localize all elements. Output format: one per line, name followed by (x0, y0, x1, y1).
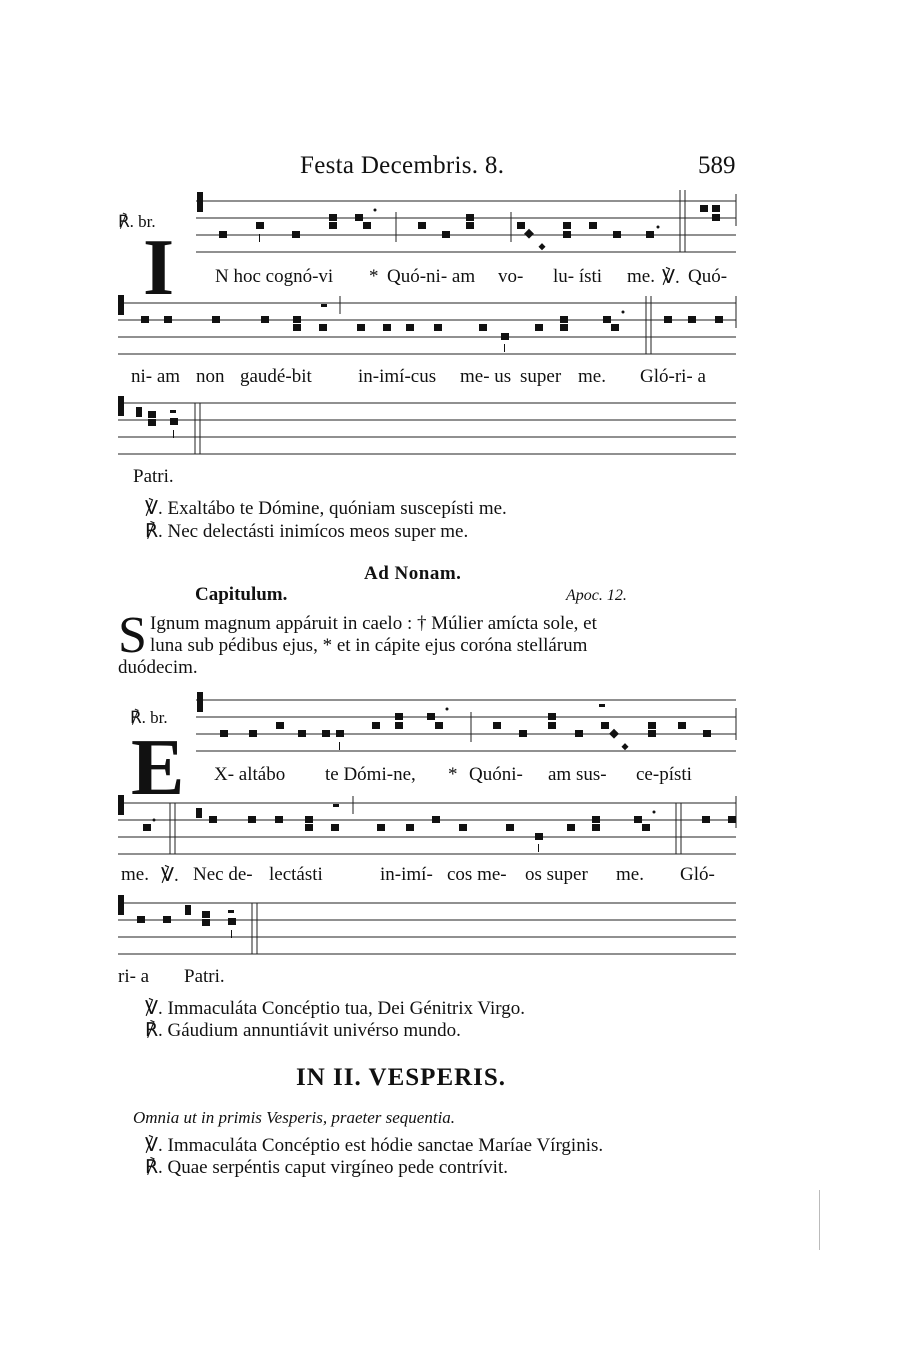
lyric: non (196, 366, 225, 387)
lyric: N hoc cognó-vi (215, 266, 334, 287)
lyric: os super (525, 864, 588, 885)
versicle-text: Immaculáta Concéptio tua, Dei Génitrix Virgo. (167, 998, 525, 1019)
response-symbol: ℟. (145, 1157, 163, 1178)
response-3 (145, 1156, 508, 1179)
capitulum-line-1: Ignum magnum appáruit in caelo : † Múlier amícta sole, et (150, 613, 597, 634)
lyric: gaudé-bit (240, 366, 312, 387)
lyric: me. (121, 864, 149, 885)
response-2 (145, 1019, 461, 1042)
response-text: Nec delectásti inimícos meos super me. (167, 521, 469, 542)
lyric: Patri. (184, 966, 225, 987)
lyric: cos me- (447, 864, 507, 885)
lyric: lu- ísti (553, 266, 603, 287)
versicle-3 (145, 1134, 603, 1157)
lyric: * (369, 266, 379, 287)
drop-initial-e: E (131, 724, 185, 812)
lyric: Nec de- (193, 864, 253, 885)
lyric: Quóni- (469, 764, 523, 785)
scripture-reference: Apoc. 12. (566, 587, 627, 604)
lyric: vo- (498, 266, 524, 287)
section-heading-vespers: IN II. VESPERIS. (296, 1064, 507, 1091)
lyric: me- us (460, 366, 512, 387)
lyric: lectásti (269, 864, 323, 885)
lyric: X- altábo (214, 764, 286, 785)
responsory-label: ℟. br. (130, 708, 168, 727)
lyric: Gló- (680, 864, 715, 885)
versicle-text: Immaculáta Concéptio est hódie sanctae Maríae Vírginis. (167, 1135, 604, 1156)
lyric: ri- a (118, 966, 150, 987)
lyric: ℣. (662, 267, 680, 288)
drop-initial-s: S (118, 607, 147, 664)
response-1 (145, 520, 468, 543)
versicle-text: Exaltábo te Dómine, quóniam suscepísti me. (167, 498, 507, 519)
lyric: me. (578, 366, 606, 387)
capitulum-line-3: duódecim. (118, 657, 198, 678)
versicle-2 (145, 997, 525, 1020)
lyric: ce-písti (636, 764, 692, 785)
page-title: Festa Decembris. 8. (300, 152, 505, 179)
versicle-1 (145, 497, 507, 520)
lyrics-line-3: Patri. (133, 466, 174, 487)
capitulum-line-2: luna sub pédibus ejus, * et in cápite ejus coróna stellárum (150, 635, 588, 656)
lyric: Quó-ni- am (387, 266, 476, 287)
versicle-symbol: ℣. (145, 498, 163, 519)
lyric: me. (627, 266, 655, 287)
section-heading-nona: Ad Nonam. (364, 563, 462, 584)
versicle-symbol: ℣. (145, 1135, 163, 1156)
rubric-text: Omnia ut in primis Vesperis, praeter sequentia. (133, 1108, 456, 1127)
lyric: ni- am (131, 366, 181, 387)
lyric: te Dómi-ne, (325, 764, 416, 785)
lyric: Quó- (688, 266, 728, 287)
response-text: Gáudium annuntiávit univérso mundo. (167, 1020, 461, 1041)
response-text: Quae serpéntis caput virgíneo pede contrívit. (167, 1157, 508, 1178)
margin-mark (819, 1190, 820, 1250)
lyric: ℣. (161, 865, 179, 886)
lyric: * (448, 764, 458, 785)
response-symbol: ℟. (145, 521, 163, 542)
versicle-symbol: ℣. (145, 998, 163, 1019)
lyric: in-imí- (380, 864, 433, 885)
responsory-label: ℟. br. (118, 212, 156, 231)
drop-initial-i: I (143, 224, 175, 312)
lyric: me. (616, 864, 644, 885)
page-number: 589 (698, 152, 736, 179)
lyric: super (520, 366, 562, 387)
lyric: in-imí-cus (358, 366, 437, 387)
capitulum-label: Capitulum. (195, 584, 288, 605)
lyric: Gló-ri- a (640, 366, 706, 387)
lyric: am sus- (548, 764, 607, 785)
response-symbol: ℟. (145, 1020, 163, 1041)
